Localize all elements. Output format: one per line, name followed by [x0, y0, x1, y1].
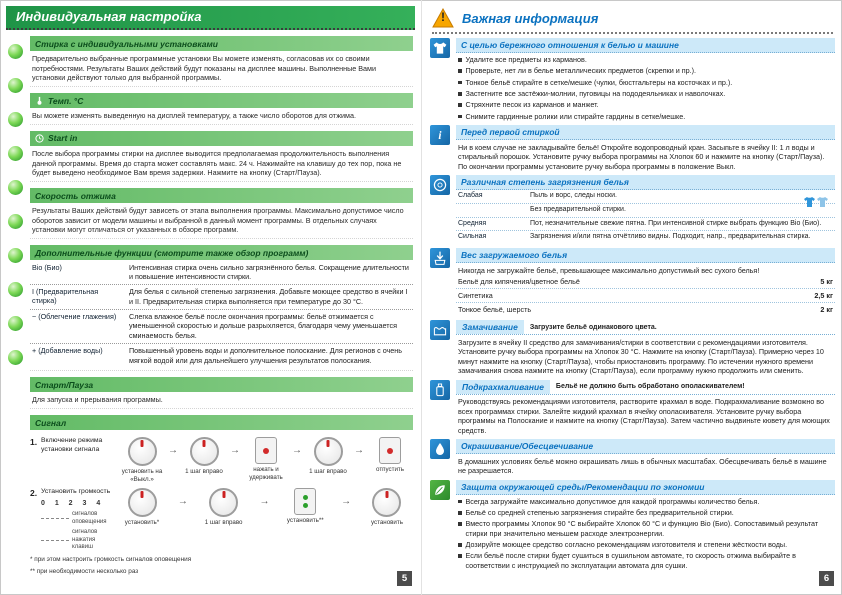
starch-bottle-icon [430, 380, 450, 400]
green-dot [8, 316, 23, 331]
section-content [456, 125, 835, 171]
signal-diagrams [30, 430, 413, 577]
bullet-text: Застегните все застёжки-молнии, пуговицы на пододеяльниках и наволочках. [465, 89, 726, 99]
list-item [456, 89, 835, 98]
leader-label: сигналов нажатия клавиш [72, 529, 98, 551]
step-caption: 1 шаг вправо [309, 468, 347, 476]
list-item [456, 497, 835, 506]
green-dot [8, 350, 23, 365]
step-label: Установить громкость [41, 488, 111, 496]
load-value: 2 кг [820, 305, 833, 315]
bullet-text: Бельё со средней степенью загрязнения стирайте без предварительной стирки. [465, 508, 734, 518]
section-load-weight [430, 248, 835, 316]
section-dye [430, 439, 835, 476]
soil-desc: Без предварительной стирки. [530, 205, 626, 213]
step [116, 437, 168, 483]
rotary-knob-icon [209, 488, 238, 517]
arrow-icon: → [168, 445, 178, 457]
function-term: ~ (Облегчение глажения) [32, 312, 117, 322]
bullet-text: Удалите все предметы из карманов. [465, 55, 587, 64]
icon-cell [430, 439, 456, 476]
green-dot [8, 282, 23, 297]
section-header [30, 131, 413, 146]
drum-icon [430, 175, 450, 195]
icon-cell [430, 175, 456, 244]
list-item [456, 551, 835, 570]
section-header: С целью бережного отношения к белью и машине [456, 38, 835, 53]
tshirt-icon [430, 38, 450, 58]
footnote: ** при необходимости несколько раз [30, 568, 139, 576]
load-label: Тонкое бельё, шерсть [458, 305, 532, 315]
section-header: Замачивание [456, 320, 524, 334]
exclamation-glyph: ! [441, 10, 445, 24]
dashed-line [41, 518, 69, 519]
function-desc: Повышенный уровень воды и дополнительное полоскание. Для регионов с очень мягкой водой или для дальнейшего улучшения результатов полоскания. [129, 346, 403, 365]
section-start-in [30, 131, 413, 182]
list-item [456, 66, 835, 75]
section-body: Результаты Ваших действий будут зависеть от этапа выполнения программы. Максимально допустимое число оборотов зависит от модели машины и выбранной в данный момент программы. В отдельных случаях установки могут отличаться от указанных в обзоре программ. [32, 206, 404, 235]
green-dot [8, 248, 23, 263]
section-body: В домашних условиях бельё можно окрашивать лишь в обычных масштабах. Обесцвечивать бельё в машине не разрешается. [458, 456, 827, 476]
list-item [456, 540, 835, 549]
section-body: Вы можете изменять выведенную на дисплей температуру, а также число оборотов для отжима. [32, 111, 356, 121]
bullet-icon [458, 58, 462, 62]
soil-level: Слабая [458, 192, 483, 200]
section-header: Подкрахмаливание [456, 380, 550, 394]
step [302, 437, 354, 475]
section-soiling [430, 175, 835, 244]
signal-step-1 [30, 437, 413, 483]
soil-level: Средняя [458, 219, 487, 227]
bullet-icon [458, 543, 462, 547]
footnote: * при этом настроить громкость сигналов оповещения [30, 555, 192, 563]
section-content [456, 248, 835, 316]
green-dot [8, 112, 23, 127]
step-caption: отпустить [376, 466, 404, 474]
section-header: Различная степень загрязнения белья [456, 175, 835, 190]
bullet-text: Вместо программы Хлопок 90 °C выбирайте Хлопок 60 °C и функцию Bio (Био). Сопоставимый результат стирки при значительно меньшем расходе электроэнергии. [465, 519, 819, 538]
bullet-icon [458, 69, 462, 73]
function-term: I (Предварительная стирка) [32, 287, 99, 306]
soil-desc: Пыль и ворс, следы носки. [530, 192, 617, 200]
section-body: Для запуска и прерывания программы. [32, 395, 163, 405]
section-extra-functions [30, 245, 413, 371]
step-number: 2. [30, 488, 38, 499]
bullet-text: Проверьте, нет ли в белье металлических предметов (скрепки и пр.). [465, 66, 697, 76]
section-header [30, 245, 413, 260]
section-header: Защита окружающей среды/Рекомендации по экономии [456, 480, 835, 495]
step-caption: 1 шаг вправо [204, 519, 243, 527]
bullet-icon [458, 511, 462, 515]
step-label: Включение режима установки сигнала [41, 437, 103, 453]
icon-cell [430, 380, 456, 436]
soil-desc: Пот, незначительные свежие пятна. При интенсивной стирке выбрать функцию Bio (Био). [530, 219, 822, 227]
section-soak [430, 320, 835, 376]
step-caption: установить [370, 519, 403, 527]
green-dot [8, 78, 23, 93]
section-spin-speed [30, 188, 413, 239]
button-panel-icon [379, 437, 401, 464]
list-item [456, 78, 835, 87]
red-button-icon [387, 448, 393, 454]
section-header [30, 377, 413, 392]
table-row [456, 231, 835, 244]
step-number: 1. [30, 437, 38, 448]
bullet-text: Дозируйте моющее средство согласно рекомендациям изготовителя и степени жёсткости воды. [465, 540, 788, 550]
arrow-icon: → [292, 445, 302, 457]
info-icon [430, 125, 450, 145]
display-panel-icon [294, 488, 316, 515]
step [198, 488, 250, 526]
green-dot-rail [0, 36, 26, 576]
section-body: Предварительно выбранные программные установки Вы можете изменять, согласовав их со своими потребностями. Результаты Ваших действий будут показаны на дисплее машины. Выполненные Вами установки действуют только для выбранной программы. [32, 54, 377, 83]
function-term: Bio (Био) [32, 262, 62, 272]
arrow-icon: → [341, 496, 352, 508]
load-value: 5 кг [820, 277, 833, 287]
step-label-block [41, 488, 116, 552]
soil-level [458, 206, 530, 215]
section-header: Перед первой стиркой [456, 125, 835, 140]
step [178, 437, 230, 475]
leader-label: сигналов оповещения [72, 511, 107, 525]
green-dot [8, 146, 23, 161]
bullet-icon [458, 92, 462, 96]
step [364, 437, 416, 473]
load-value: 2,5 кг [814, 291, 833, 301]
step-caption: установить на «Выкл.» [121, 468, 163, 483]
bullet-icon [458, 103, 462, 107]
bullet-text: Всегда загружайте максимально допустимое для каждой программы количество белья. [465, 496, 760, 506]
bullet-text: Тонкое бельё стирайте в сетке/мешке (чулки, бюстгальтеры на косточках и пр.). [465, 77, 733, 87]
section-title: Темп. °C [48, 95, 84, 106]
soil-desc: Загрязнения и/или пятна отчётливо видны. Подходит, напр., предварительная стирка. [530, 233, 811, 241]
clock-icon [35, 134, 44, 143]
arrow-icon: → [259, 496, 270, 508]
step-caption: установить* [124, 519, 160, 527]
bullet-icon [458, 115, 462, 119]
step-caption: 1 шаг вправо [185, 468, 223, 476]
signal-step-2 [30, 488, 413, 552]
right-header [432, 8, 833, 34]
page-number: 6 [819, 571, 834, 586]
bullet-text: Если бельё после стирки будет сушиться в сушильном автомате, то скорость отжима выбирайте в соответствии с инструкцией по эксплуатации автомата для сушки. [465, 551, 796, 570]
rotary-knob-icon [128, 488, 157, 517]
green-dot [8, 44, 23, 59]
garments-icon [803, 195, 829, 209]
function-term: + (Добавление воды) [32, 346, 103, 356]
function-desc: Слегка влажное бельё после окончания программы: бельё отжимается с уменьшенной скоростью и дольше разрыхляется, благодаря чему уменьшается сминаемость белья. [129, 312, 397, 340]
thermometer-icon [35, 96, 44, 105]
dashed-line [41, 540, 69, 541]
step [240, 437, 292, 481]
section-starch [430, 380, 835, 436]
page-right [421, 0, 842, 595]
page-title-left: Индивидуальная настройка [6, 6, 415, 30]
page-title-right: Важная информация [462, 10, 599, 26]
green-dot [8, 214, 23, 229]
bullet-text: Стряхните песок из карманов и манжет. [465, 100, 599, 110]
section-body: Ни в коем случае не закладывайте бельё! Откройте водопроводный кран. Засыпьте в ячейку II: 1 л воды и стиральный порошок. Установите ручку выбора программы на Хлопок 60 и нажмите на кнопку (Старт/Пауза). По окончании программы установите ручку выбора программы в положение Выкл. [458, 142, 825, 171]
bullet-icon [458, 81, 462, 85]
load-label: Синтетика [458, 291, 493, 301]
table-row [30, 260, 413, 285]
section-header-row [456, 380, 835, 395]
button-panel-icon [255, 437, 277, 464]
section-title: Скорость отжима [35, 190, 116, 201]
warning-icon [432, 8, 454, 28]
table-row [30, 285, 413, 310]
step-caption: нажать и удерживать [249, 466, 283, 481]
rotary-knob-icon [190, 437, 219, 466]
section-header: Окрашивание/Обесцвечивание [456, 439, 835, 454]
bullet-icon [458, 500, 462, 504]
info-glyph: i [438, 130, 442, 143]
rotary-knob-icon [128, 437, 157, 466]
section-title: Старт/Пауза [35, 379, 94, 390]
table-row [456, 275, 835, 289]
section-body: Загрузите в ячейку II средство для замачивания/стирки в соответствии с рекомендациями изготовителя. Установите ручку выбора программы на Хлопок 30 °C. Нажмите на кнопку (Старт/Пауза). Примерно через 10 минут нажмите на кнопку (Старт/Пауза), чтобы приостановить программу. По истечении нужного времени замачивания снова нажмите на кнопку (Старт/Пауза), если программу нужно продолжить или сменить. [458, 337, 824, 376]
section-temperature [30, 93, 413, 125]
table-row [456, 218, 835, 232]
step [279, 488, 331, 524]
list-item [456, 112, 835, 121]
section-title: Стирка с индивидуальными установками [35, 38, 218, 49]
section-eco [430, 480, 835, 571]
step-flow [116, 488, 413, 526]
section-body: Руководствуясь рекомендациями изготовителя, растворите крахмал в воде. Подкрахмаливание возможно во всех программах стирки. Залейте жидкий крахмал в ячейку ополаскивателя. Установите ручку выбора программы на Полоскание и нажмите на кнопку (Старт/Пауза). Затем частично выдвиньте кювету для моющих средств. [458, 397, 830, 435]
table-row [456, 204, 835, 218]
load-intro: Никогда не загружайте бельё, превышающее максимально допустимый вес сухого белья! [458, 265, 760, 275]
section-header [30, 93, 413, 108]
section-header [30, 188, 413, 203]
table-row [456, 289, 835, 303]
icon-cell [430, 320, 456, 376]
icon-cell [430, 125, 456, 171]
green-indicator-icon [303, 495, 308, 500]
section-care [430, 38, 835, 121]
section-header [30, 36, 413, 51]
leader-line [41, 511, 113, 526]
section-content [456, 38, 835, 121]
table-row [30, 310, 413, 344]
step-caption: установить** [286, 517, 324, 525]
list-item [456, 55, 835, 64]
bullet-icon [458, 554, 462, 558]
function-desc: Для белья с сильной степенью загрязнения. Добавьте моющее средство в ячейки I и II. Предварительная стирка выполняется при температуре до 30 °C. [129, 287, 408, 306]
section-content [456, 320, 835, 376]
header-note: Загрузите бельё одинакового цвета. [529, 323, 657, 331]
arrow-icon: → [177, 496, 188, 508]
list-item [456, 508, 835, 517]
dye-drop-icon [430, 439, 450, 459]
step [116, 488, 168, 526]
step [361, 488, 413, 526]
table-row [30, 344, 413, 368]
green-dot [8, 180, 23, 195]
section-content [456, 175, 835, 244]
section-start-pause [30, 377, 413, 409]
arrow-icon: → [354, 445, 364, 457]
load-arrow-icon [430, 248, 450, 268]
rotary-knob-icon [372, 488, 401, 517]
soil-level: Сильная [458, 233, 487, 241]
load-label: Бельё для кипячения/цветное бельё [458, 277, 580, 287]
bullet-text: Снимите гардинные ролики или стирайте гардины в сетке/мешке. [465, 111, 686, 121]
red-button-icon [263, 448, 269, 454]
section-title: Start in [48, 133, 78, 144]
icon-cell [430, 480, 456, 571]
list-item [456, 519, 835, 538]
table-row [456, 303, 835, 316]
table-row [456, 190, 835, 204]
section-signal [30, 415, 413, 580]
list-item [456, 100, 835, 109]
section-custom-wash [30, 36, 413, 87]
volume-scale: 0 1 2 3 4 [41, 499, 105, 507]
icon-cell [430, 38, 456, 121]
section-title: Дополнительные функции (смотрите также обзор программ) [35, 247, 309, 258]
section-content [456, 480, 835, 571]
leaf-icon [430, 480, 450, 500]
section-content [456, 439, 835, 476]
bullet-icon [458, 522, 462, 526]
rotary-knob-icon [314, 437, 343, 466]
arrow-icon: → [230, 445, 240, 457]
soak-basin-icon [430, 320, 450, 340]
header-note: Бельё не должно быть обработано ополаскивателем! [555, 383, 745, 391]
leader-line [41, 529, 113, 552]
section-first-wash [430, 125, 835, 171]
icon-cell [430, 248, 456, 316]
section-header-row [456, 320, 835, 335]
section-body: После выбора программы стирки на дисплее выводится предполагаемая продолжительность выполнения данной программы. Время до старта может составлять макс. 24 ч. Нажимайте на клавишу до тех пор, пока не будет выведено необходимое Вам время задержки. Нажмите на кнопку (Старт/Пауза). [32, 148, 402, 178]
section-content [456, 380, 835, 436]
function-desc: Интенсивная стирка очень сильно загрязнённого белья. Сокращение длительности и повышение интенсивности стирки. [129, 262, 409, 282]
left-content [30, 36, 413, 580]
green-indicator-icon [303, 503, 308, 508]
section-title: Сигнал [35, 417, 67, 428]
section-header [30, 415, 413, 430]
page-number: 5 [397, 571, 412, 586]
step-flow [116, 437, 416, 483]
section-header: Вес загружаемого белья [456, 248, 835, 263]
